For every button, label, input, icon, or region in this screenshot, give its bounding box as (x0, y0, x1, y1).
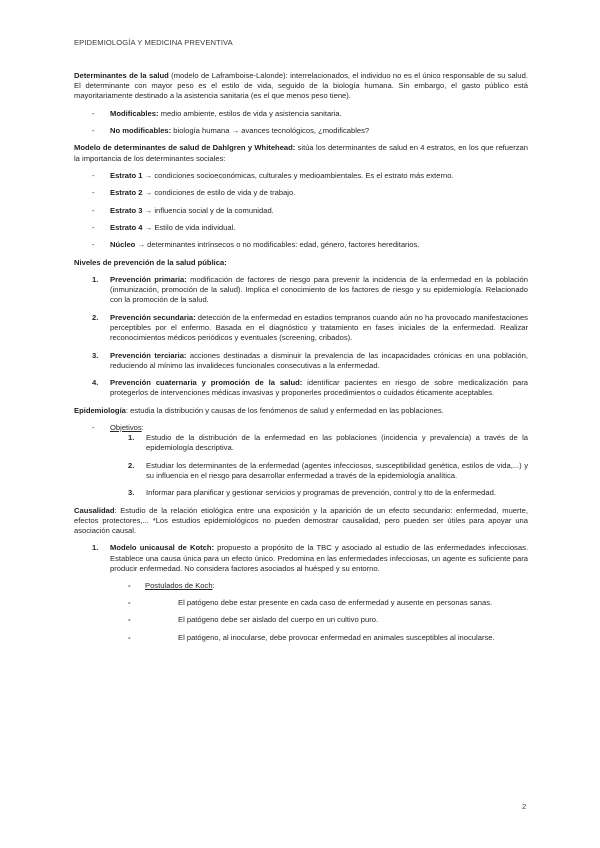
objetivos-sublist (110, 433, 528, 498)
dash-marker: - (92, 126, 95, 135)
list-item (74, 188, 528, 198)
dash-marker: - (128, 632, 131, 642)
causalidad-text: : Estudio de la relación etiológica entre una exposición y la aparición de un efecto secundario: enfermedad, muerte, efectos protectores,... *Los estudios epidemiológicos no pueden demostrar causalidad, pero pueden ser útiles para apoyar una asociación causal. (74, 505, 528, 536)
list-item (74, 543, 528, 642)
dahlgren-list (74, 171, 528, 251)
causalidad-paragraph (74, 506, 528, 537)
list-item (74, 223, 528, 233)
item-text: Estudiar los determinantes de la enfermedad (agentes infecciosos, susceptibilidad genética, estilos de vida,...) y su influencia en el riesgo para desarrollar enfermedad a través de la epidemiología analítica. (146, 460, 528, 480)
item-text: El patógeno debe ser aislado del cuerpo en un cultivo puro. (178, 615, 379, 625)
dahlgren-text: sitúa los determinantes de salud en 4 estratos, en los que refuerzan la importancia de los determinantes sociales: (74, 143, 528, 163)
item-text: → influencia social y de la comunidad. (142, 205, 274, 215)
list-item (74, 171, 528, 181)
item-text: → determinantes intrínsecos o no modificables: edad, género, factores hereditarios. (135, 240, 420, 250)
item-text: identificar pacientes en riesgo de sobre medicalización para protegerlos de intervenciones médicas invasivas y proponerles procedimientos o cuidados éticamente aceptables. (110, 378, 528, 398)
item-term: Prevención secundaria: (110, 312, 196, 322)
postulados-sublist (110, 598, 528, 643)
item-term: Prevención cuaternaria y promoción de la salud: (110, 378, 303, 388)
dahlgren-paragraph (74, 143, 528, 163)
list-item (74, 378, 528, 398)
epidemiologia-text: : estudia la distribución y causas de los fenómenos de salud y enfermedad en las poblaciones. (125, 405, 444, 415)
determinantes-text: (modelo de Laframboise-Lalonde): interrelacionados, el individuo no es el único responsable de su salud. El determinante con mayor peso es el estilo de vida, seguido de la biología humana. Sin embargo, el gasto público está mayoritariamente destinado a la asistencia sanitaria (es el que menos peso tiene). (74, 71, 528, 101)
item-text: modificación de factores de riesgo para prevenir la incidencia de la enfermedad en la población (inmunización, promoción de la salud). Implica el conocimiento de los factores de riesgo y su epidemiología. Relacionado con la promoción de la salud. (110, 274, 528, 305)
epidemiologia-term: Epidemiología (74, 405, 126, 415)
dash-marker: - (92, 170, 95, 180)
item-text: → condiciones de estilo de vida y de trabajo. (142, 188, 296, 198)
objetivos-list (74, 423, 528, 499)
causalidad-term: Causalidad (74, 505, 115, 515)
determinantes-term: Determinantes de la salud (74, 71, 169, 80)
determinantes-list (74, 109, 528, 137)
dash-marker: - (92, 240, 95, 250)
number-marker: 4. (92, 378, 99, 388)
item-term: Estrato 1 (110, 170, 143, 180)
item-term: Modificables: (110, 108, 159, 118)
epidemiologia-paragraph (74, 406, 528, 416)
number-marker: 2. (92, 312, 99, 322)
dash-marker: - (128, 580, 131, 590)
postulados-label: Postulados de Koch (145, 580, 213, 590)
objetivos-label: Objetivos (110, 422, 142, 432)
item-text: biología humana → avances tecnológicos, ¿modificables? (171, 126, 370, 135)
item-text: propuesto a propósito de la TBC y asociado al estudio de las enfermedades infecciosas. Establece una causa única para un efecto único. Predomina en las enfermedades infecciosas, un agente es suficiente para producir enfermedad. No considera factores asociados al huésped y su entorno. (110, 543, 528, 573)
list-item (74, 109, 528, 119)
dahlgren-term: Modelo de determinantes de salud de Dahlgren y Whitehead: (74, 143, 296, 153)
postulados-list (110, 581, 528, 643)
list-item (110, 598, 528, 608)
niveles-title: Niveles de prevención de la salud pública: (74, 257, 227, 267)
list-item (110, 461, 528, 481)
dash-marker: - (92, 222, 95, 232)
page-number: 2 (522, 802, 527, 811)
list-item (74, 275, 528, 306)
list-item (110, 581, 528, 643)
item-term: Estrato 4 (110, 222, 143, 232)
dash-marker: - (92, 108, 95, 118)
item-text: El patógeno, al inocularse, debe provocar enfermedad en animales susceptibles al inocularse. (178, 632, 495, 642)
item-term: Estrato 2 (110, 188, 143, 198)
list-item (74, 351, 528, 371)
objetivos-colon: : (141, 422, 144, 432)
niveles-list (74, 275, 528, 399)
list-item (110, 615, 528, 625)
item-text: El patógeno debe estar presente en cada caso de enfermedad y ausente en personas sanas. (178, 598, 493, 608)
item-text: medio ambiente, estilos de vida y asistencia sanitaria. (158, 108, 342, 118)
list-item (74, 126, 528, 136)
list-item (74, 240, 528, 250)
dash-marker: - (92, 205, 95, 215)
item-term: Modelo unicausal de Kotch: (110, 543, 215, 553)
determinantes-paragraph (74, 71, 528, 102)
item-term: No modificables: (110, 126, 172, 135)
number-marker: 3. (128, 488, 135, 498)
dash-marker: - (128, 615, 131, 625)
list-item (110, 633, 528, 643)
list-item (74, 313, 528, 344)
dash-marker: - (92, 422, 95, 432)
list-item (110, 433, 528, 453)
postulados-colon: : (212, 580, 215, 590)
item-text: → condiciones socioeconómicas, culturales y medioambientales. Es el estrato más externo. (142, 170, 454, 180)
number-marker: 1. (92, 543, 99, 553)
item-text: detección de la enfermedad en estadios tempranos cuando aún no ha provocado manifestaciones perceptibles por el enfermo. Basada en el diagnóstico y tratamiento en fases iniciales de la enfermedad. Realizar reconocimientos médicos periódicos y eventuales (screening, cribados). (110, 312, 528, 343)
niveles-heading (74, 258, 528, 268)
item-term: Estrato 3 (110, 205, 143, 215)
number-marker: 1. (92, 274, 99, 284)
item-text: → Estilo de vida individual. (142, 222, 236, 232)
item-term: Núcleo (110, 240, 136, 250)
item-text: Estudio de la distribución de la enfermedad en las poblaciones (incidencia y prevalencia) a través de la epidemiología descriptiva. (146, 433, 528, 453)
list-item (110, 488, 528, 498)
item-text: Informar para planificar y gestionar servicios y programas de prevención, control y tto de la enfermedad. (146, 488, 496, 498)
page-content (74, 71, 528, 650)
running-header: EPIDEMIOLOGÍA Y MEDICINA PREVENTIVA (74, 38, 233, 47)
number-marker: 3. (92, 350, 99, 360)
item-term: Prevención terciaria: (110, 350, 187, 360)
causalidad-list (74, 543, 528, 642)
item-term: Prevención primaria: (110, 274, 187, 284)
dash-marker: - (128, 598, 131, 608)
list-item (74, 423, 528, 499)
list-item (74, 206, 528, 216)
dash-marker: - (92, 188, 95, 198)
number-marker: 2. (128, 460, 135, 470)
item-text: acciones destinadas a disminuir la prevalencia de las incapacidades crónicas en una población, reduciendo al mínimo las invalideces funcionales consecutivas a la enfermedad. (110, 350, 528, 370)
number-marker: 1. (128, 433, 135, 443)
